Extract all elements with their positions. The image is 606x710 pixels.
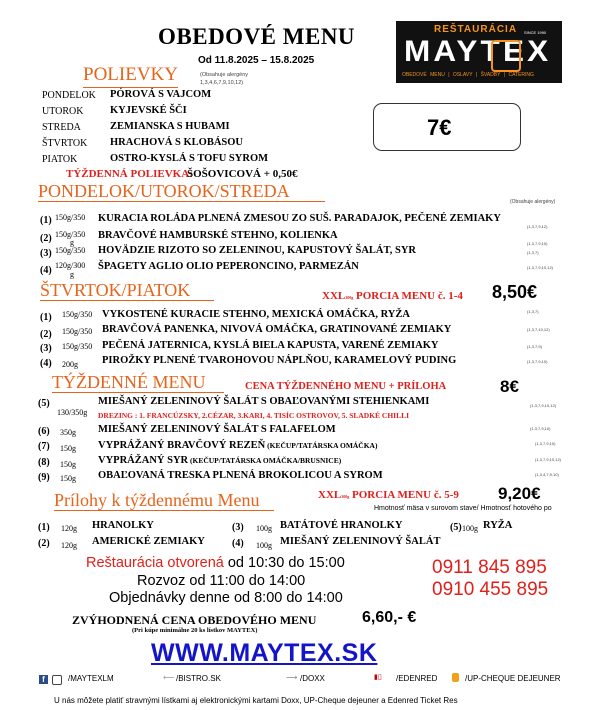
item-name: MIEŠANÝ ZELENINOVÝ ŠALÁT S OBAĽOVANÝMI STEHIENKAMI [98, 396, 430, 407]
phone-1[interactable]: 0911 845 895 [432, 557, 547, 578]
item-weight: 120g/300 [55, 261, 86, 270]
item-allergens: (1,3,7,10,12) [527, 327, 550, 332]
item-name: VYPRÁŽANÝ SYR (KEČUP/TATÁRSKA OMÁČKA/BRUSNICE) [98, 455, 342, 466]
thu-fri-heading: ŠTVRTOK/PIATOK [40, 280, 191, 300]
weekly-price: 8€ [500, 377, 519, 396]
price-box [373, 103, 521, 151]
item-weight: 150g/350 [55, 230, 86, 239]
item-number: (8) [38, 457, 50, 468]
side-name: HRANOLKY [92, 520, 154, 531]
item-number: (2) [40, 233, 52, 244]
soups-allergens-label: (Obsahuje alergény [200, 72, 249, 78]
item-allergens: (1,3,7,9,12) [527, 224, 548, 229]
logo-x-accent [491, 40, 521, 72]
item-number: (1) [40, 312, 52, 323]
soup-day: PONDELOK [42, 90, 96, 101]
logo-tags: OBEDOVÉ MENU | OSLAVY | ŠVADBY | CATERING [402, 72, 534, 78]
social-label[interactable]: /DOXX [300, 674, 325, 683]
soup-day: PIATOK [42, 154, 78, 165]
weight-note: Hmotnosť mäsa v surovom stave/ Hmotnosť hotového po [374, 505, 552, 512]
item-number: (4) [40, 358, 52, 369]
side-name: AMERICKÉ ZEMIAKY [92, 536, 205, 547]
item-name: MIEŠANÝ ZELENINOVÝ ŠALÁT S FALAFELOM [98, 424, 336, 435]
item-weight-unit: g [70, 238, 74, 247]
item-name: KURACIA ROLÁDA PLNENÁ ZMESOU ZO SUŠ. PARADAJOK, PEČENÉ ZEMIAKY [98, 213, 501, 224]
soup-name: OSTRO-KYSLÁ S TOFU SYROM [110, 153, 269, 164]
upcheque-icon [452, 673, 459, 682]
soup-name: ZEMIANSKA S HUBAMI [110, 121, 230, 132]
restaurant-logo [396, 21, 562, 83]
item-weight: 350g [60, 428, 76, 437]
mon-wed-heading: PONDELOK/UTOROK/STREDA [38, 181, 290, 201]
item-weight: 150g [60, 460, 76, 469]
item-allergens: (1,3,4,7,9,10) [535, 472, 559, 477]
side-number: (5) [450, 522, 462, 533]
social-label[interactable]: /UP-CHEQUE DEJEUNER [465, 674, 561, 683]
item-number: (4) [40, 265, 52, 276]
mon-wed-allergens-note: (Obsahuje alergény) [510, 199, 556, 205]
item-weight: 150g [60, 474, 76, 483]
item-name: VYPRÁŽANÝ BRAVČOVÝ REZEŇ (KEČUP/TATÁRSKA OMÁČKA) [98, 440, 378, 451]
social-label[interactable]: /EDENRED [396, 674, 438, 683]
item-number: (3) [40, 248, 52, 259]
item-number: (7) [38, 441, 50, 452]
soup-name: PÓROVÁ S VAJCOM [110, 89, 212, 100]
item-name: PIROŽKY PLNENÉ TVAROHOVOU NÁPLŇOU, KARAMELOVÝ PUDING [102, 355, 457, 366]
soups-heading: POLIEVKY [83, 64, 178, 85]
thu-fri-underline [40, 300, 214, 301]
soup-day: ŠTVRTOK [42, 138, 88, 149]
item-number: (5) [38, 398, 50, 409]
advantage-note: (Pri kúpe minimálne 20 ks lístkov MAYTEX) [132, 627, 258, 634]
item-name: VYKOSTENÉ KURACIE STEHNO, MEXICKÁ OMÁČKA, RYŽA [102, 309, 410, 320]
side-name: BATÁTOVÉ HRANOLKY [280, 520, 403, 531]
sides-xxl: XXL300g PORCIA MENU č. 5-9 [318, 489, 459, 501]
delivery-hours: Rozvoz od 11:00 do 14:00 [137, 573, 306, 589]
item-allergens: (1,3,7,9,10,12) [530, 403, 557, 408]
website-link[interactable]: WWW.MAYTEX.SK [151, 639, 378, 667]
item-number: (9) [38, 472, 50, 483]
doxx-icon: ⟶ [286, 673, 298, 682]
item-number: (1) [40, 215, 52, 226]
advantage-price: 6,60,- € [362, 609, 417, 626]
item-name: OBAĽOVANÁ TRESKA PLNENÁ BROKOLICOU A SYROM [98, 470, 383, 481]
sides-heading: Prílohy k týždennému Menu [54, 490, 260, 510]
order-hours: Objednávky denne od 8:00 do 14:00 [109, 590, 343, 606]
side-weight: 120g [61, 524, 77, 533]
soup-name: HRACHOVÁ S KLOBÁSOU [110, 137, 244, 148]
item-allergens: (1,3,7) [527, 250, 539, 255]
item-allergens: (1,3,7,9,10,12) [527, 265, 554, 270]
item-name: ŠPAGETY AGLIO OLIO PEPERONCINO, PARMEZÁN [98, 261, 359, 272]
item-weight: 150g [60, 444, 76, 453]
bistro-icon: ⟵ [163, 673, 175, 682]
soup-day: STREDA [42, 122, 81, 133]
social-label[interactable]: /MAYTEXLM [68, 674, 114, 683]
item-weight: 150g/350 [55, 213, 86, 222]
weekly-heading: TÝŽDENNÉ MENU [52, 372, 206, 392]
side-number: (1) [38, 522, 50, 533]
side-name: RYŽA [483, 520, 513, 531]
item-allergens: (1,3,7,9) [527, 344, 542, 349]
item-weight: 200g [62, 360, 78, 369]
item-allergens: (1,3,7,9,10) [527, 359, 548, 364]
side-weight: 100g [256, 524, 272, 533]
item-name: BRAVČOVÉ HAMBURSKÉ STEHNO, KOLIENKA [98, 230, 338, 241]
facebook-icon: f [39, 675, 48, 684]
item-name: BRAVČOVÁ PANENKA, NIVOVÁ OMÁČKA, GRATINOVANÉ ZEMIAKY [102, 324, 452, 335]
side-weight: 100g [462, 524, 478, 533]
dressing-options: DREZING : 1. FRANCÚZSKY, 2.CÉZAR, 3.KARI, 4. TISÍC OSTROVOV, 5. SLADKÉ CHILLI [98, 411, 410, 420]
item-weight: 150g/350 [62, 310, 93, 319]
item-weight: 130/350g [57, 408, 88, 417]
logo-small-text: REŠTAURÁCIA [434, 24, 518, 35]
item-name: HOVÄDZIE RIZOTO SO ZELENINOU, KAPUSTOVÝ ŠALÁT, SYR [98, 245, 416, 256]
phone-2[interactable]: 0910 455 895 [432, 579, 549, 600]
side-number: (3) [232, 522, 244, 533]
item-allergens: (1,3,7,9,10) [535, 441, 556, 446]
item-weight: 150g/350 [62, 327, 93, 336]
item-number: (2) [40, 329, 52, 340]
sides-underline [54, 510, 274, 511]
mon-wed-underline [38, 201, 325, 202]
weekly-price-label: CENA TÝŽDENNÉHO MENU + PRÍLOHA [245, 381, 447, 392]
weekly-soup-value: ŠOŠOVICOVÁ + 0,50€ [187, 168, 298, 180]
soups-underline [83, 87, 178, 88]
soup-day: UTOROK [42, 106, 84, 117]
item-weight: 150g/350 [62, 342, 93, 351]
instagram-icon [52, 675, 62, 685]
sides-price: 9,20€ [498, 484, 541, 503]
price-box-value: 7€ [427, 115, 452, 140]
item-number: (6) [38, 426, 50, 437]
side-weight: 100g [256, 541, 272, 550]
item-weight-unit: g [70, 270, 74, 279]
item-number: (3) [40, 343, 52, 354]
item-allergens: (1,3,7,9,10,12) [535, 457, 562, 462]
logo-since: SINCE 1990 [524, 30, 547, 35]
item-allergens: (1,3,7,9,10) [527, 241, 548, 246]
opening-hours: Reštaurácia otvorená od 10:30 do 15:00 [86, 555, 345, 571]
item-allergens: (1,3,7,9,10) [530, 426, 551, 431]
weekly-underline [52, 392, 224, 393]
logo-big-text: MAYTEX [404, 35, 552, 68]
menu-dates: Od 11.8.2025 – 15.8.2025 [198, 55, 315, 66]
item-name: PEČENÁ JATERNICA, KYSLÁ BIELA KAPUSTA, VARENÉ ZEMIAKY [102, 340, 439, 351]
item-weight: 150g/350 [55, 246, 86, 255]
footer-note: U nás môžete platiť stravnými lístkami aj elektronickými kartami Doxx, UP-Cheque dejeuner a Edenred Ticket Res [54, 696, 458, 705]
weekly-soup-label: TÝŽDENNÁ POLIEVKA: [66, 168, 193, 180]
edenred-icon: ▮▯ [374, 674, 382, 681]
side-name: MIEŠANÝ ZELENINOVÝ ŠALÁT [280, 536, 441, 547]
thu-fri-xxl: XXL300g PORCIA MENU č. 1-4 [322, 290, 463, 302]
thu-fri-price: 8,50€ [492, 282, 538, 302]
advantage-label: ZVÝHODNENÁ CENA OBEDOVÉHO MENU [72, 613, 317, 627]
page-title: OBEDOVÉ MENU [158, 24, 356, 49]
item-allergens: (1,3,7) [527, 309, 539, 314]
soup-name: KYJEVSKÉ ŠČI [110, 105, 187, 116]
side-number: (4) [232, 538, 244, 549]
soups-allergens-codes: 1,3,4,6,7,9,10,12) [200, 80, 244, 86]
social-label[interactable]: /BISTRO.SK [176, 674, 221, 683]
side-number: (2) [38, 538, 50, 549]
side-weight: 120g [61, 541, 77, 550]
